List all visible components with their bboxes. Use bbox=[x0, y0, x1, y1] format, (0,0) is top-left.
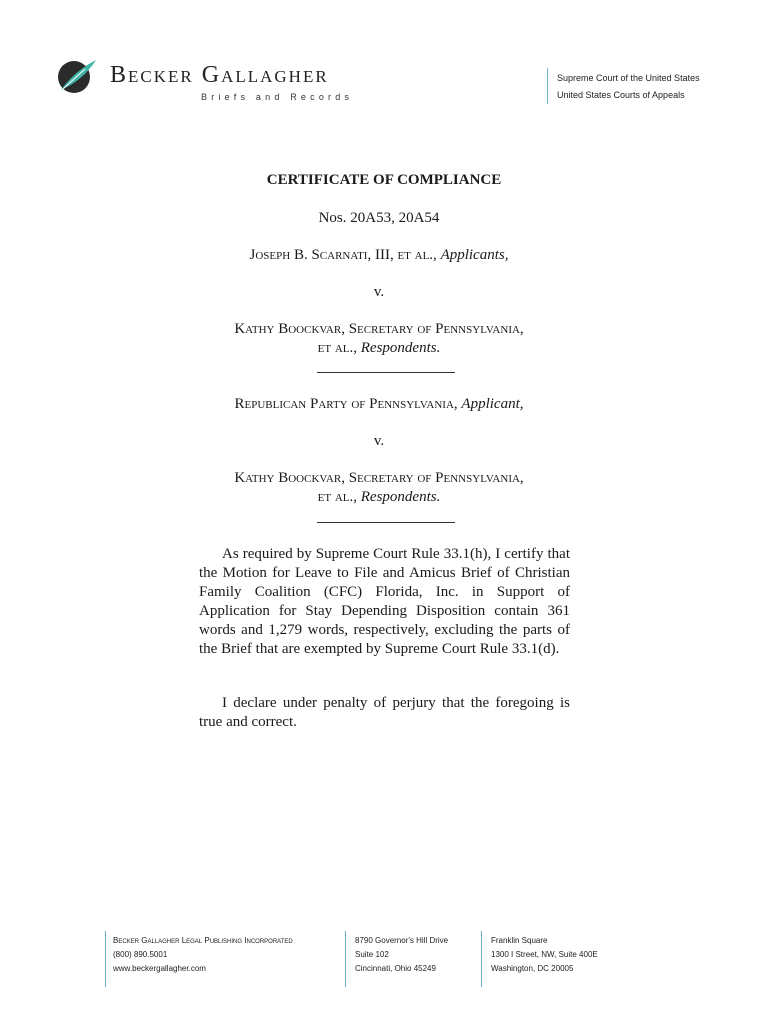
section-divider bbox=[317, 372, 455, 373]
case1-respondent-name: Kathy Boockvar, Secretary of Pennsylvania, bbox=[234, 321, 524, 337]
quill-leaf-icon bbox=[55, 57, 97, 95]
case1-applicants bbox=[150, 247, 608, 264]
case2-respondent-name: Kathy Boockvar, Secretary of Pennsylvania, bbox=[234, 470, 524, 486]
footer-website[interactable]: www.beckergallagher.com bbox=[113, 964, 206, 973]
footer-address-line: Washington, DC 20005 bbox=[491, 964, 574, 973]
case1-respondent-etal: et al., bbox=[317, 340, 358, 356]
case2-respondent-line1 bbox=[150, 470, 608, 487]
case2-respondent-role: Respondents. bbox=[360, 489, 441, 505]
footer-company-name: Becker Gallagher Legal Publishing Incorporated bbox=[113, 936, 293, 945]
case2-versus: v. bbox=[373, 433, 385, 449]
footer-divider bbox=[481, 931, 482, 987]
footer-divider bbox=[105, 931, 106, 987]
footer-address-line: Franklin Square bbox=[491, 936, 548, 945]
case2-applicant-role: Applicant, bbox=[461, 396, 524, 412]
footer-phone: (800) 890.5001 bbox=[113, 950, 168, 959]
footer-address-line: Cincinnati, Ohio 45249 bbox=[355, 964, 436, 973]
document-title: CERTIFICATE OF COMPLIANCE bbox=[266, 172, 502, 188]
court-item: Supreme Court of the United States bbox=[557, 73, 700, 83]
case2-respondent-line2 bbox=[150, 489, 608, 506]
declaration-paragraph: I declare under penalty of perjury that the foregoing is true and correct. bbox=[199, 695, 570, 730]
footer-address-line: 8790 Governor's Hill Drive bbox=[355, 936, 449, 945]
case-numbers: Nos. 20A53, 20A54 bbox=[318, 210, 440, 226]
brand-name: Becker Gallagher bbox=[110, 62, 329, 88]
case1-versus: v. bbox=[373, 284, 385, 300]
case2-respondent-etal: et al., bbox=[317, 489, 358, 505]
footer-company bbox=[113, 934, 293, 976]
brand-tagline: Briefs and Records bbox=[201, 92, 354, 102]
header-divider bbox=[547, 68, 548, 104]
footer-office-cincinnati bbox=[355, 934, 448, 976]
compliance-paragraph: As required by Supreme Court Rule 33.1(h), I certify that the Motion for Leave to File and Amicus Brief of Christian Family Coalition (CFC) Florida, Inc. in Support of Application for Stay Depending Disposition contain 361 words and 1,279 words, respectively, excluding the parts of the Brief that are exempted by Supreme Court Rule 33.1(d). bbox=[199, 546, 570, 657]
section-divider bbox=[317, 522, 455, 523]
footer-address-line: 1300 I Street, NW, Suite 400E bbox=[491, 950, 598, 959]
case1-applicants-name: Joseph B. Scarnati, III, et al., bbox=[249, 247, 437, 263]
case2-applicant bbox=[150, 396, 608, 413]
case2-applicant-name: Republican Party of Pennsylvania, bbox=[234, 396, 458, 412]
case1-respondent-line1 bbox=[150, 321, 608, 338]
case1-respondent-line2 bbox=[150, 340, 608, 357]
case1-respondent-role: Respondents. bbox=[360, 340, 441, 356]
footer-divider bbox=[345, 931, 346, 987]
court-list bbox=[557, 70, 700, 104]
footer-office-washington bbox=[491, 934, 598, 976]
court-item: United States Courts of Appeals bbox=[557, 90, 685, 100]
case1-applicants-role: Applicants, bbox=[440, 247, 509, 263]
footer-address-line: Suite 102 bbox=[355, 950, 389, 959]
